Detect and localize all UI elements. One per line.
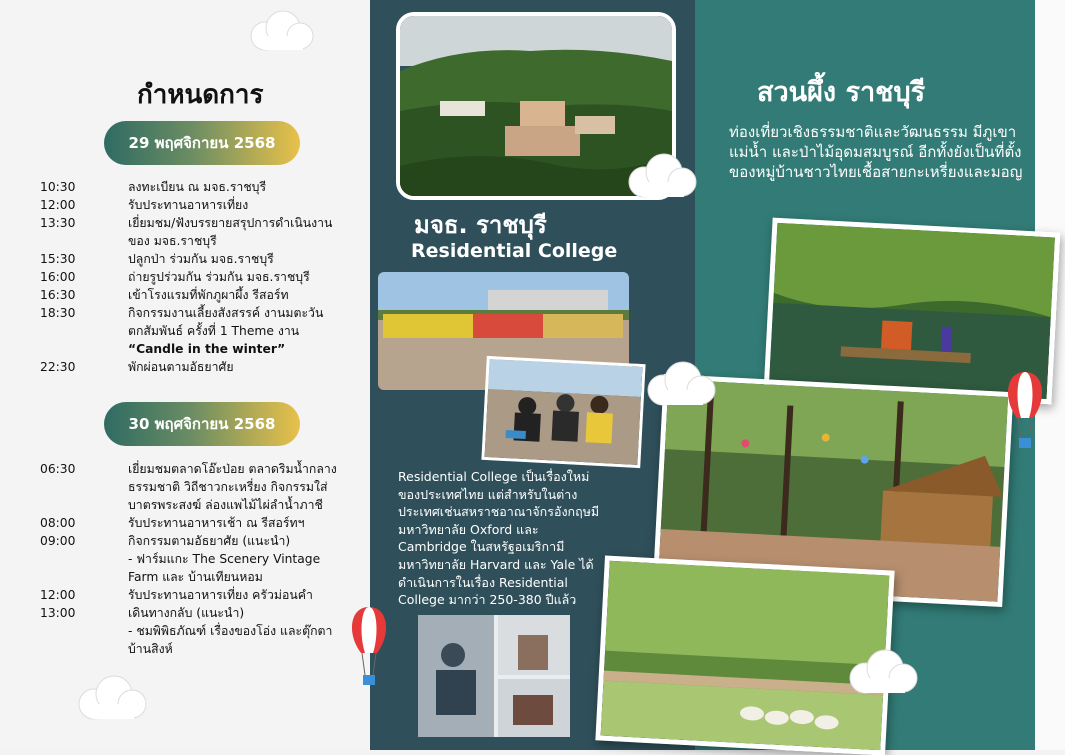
cloud-icon bbox=[74, 674, 150, 722]
schedule-title: กำหนดการ bbox=[137, 80, 264, 110]
schedule-row bbox=[40, 178, 338, 196]
college-description: Residential College เป็นเรื่องใหม่ของประเทศไทย แต่สำหรับในต่างประเทศเช่นสหราชอาณาจักรอังกฤษมี มหาวิทยาลัย Oxford และ Cambridge ในสหรัฐอเมริกามีมหาวิทยาลัย Harvard และ Yale ได้ดำเนินการในเรื่อง Residential College มากว่า 250-380 ปีแล้ว bbox=[398, 469, 600, 608]
schedule-row bbox=[40, 358, 338, 376]
destination-description: ท่องเที่ยวเชิงธรรมชาติและวัฒนธรรม มีภูเขา แม่น้ำ และป่าไม้อุดมสมบูรณ์ อีกทั้งยังเป็นที่ตั้งของหมู่บ้านชาวไทยเชื้อสายกะเหรี่ยงและมอญ bbox=[729, 123, 1023, 181]
hot-air-balloon-icon bbox=[345, 605, 393, 693]
schedule-activity: ลงทะเบียน ณ มจธ.ราชบุรี bbox=[128, 180, 267, 194]
day2-date-badge: 30 พฤศจิกายน 2568 bbox=[104, 402, 300, 446]
schedule-activity: กิจกรรมตามอัธยาศัย (แนะนำ) bbox=[128, 534, 291, 548]
schedule-activity: - ฟาร์มแกะ The Scenery Vintage Farm และ บ้านเทียนหอม bbox=[128, 552, 321, 584]
schedule-row bbox=[40, 460, 338, 514]
day1-date-badge: 29 พฤศจิกายน 2568 bbox=[104, 121, 300, 165]
schedule-time: 06:30 bbox=[40, 462, 76, 476]
schedule-row bbox=[40, 304, 338, 340]
schedule-row bbox=[40, 286, 338, 304]
schedule-activity: รับประทานอาหารเที่ยง ครัวม่อนคำ bbox=[128, 588, 313, 602]
schedule-activity: พักผ่อนตามอัธยาศัย bbox=[128, 360, 234, 374]
schedule-activity: รับประทานอาหารเช้า ณ รีสอร์ทฯ bbox=[128, 516, 305, 530]
schedule-time bbox=[40, 550, 128, 586]
schedule-time: 18:30 bbox=[40, 306, 76, 320]
schedule-row bbox=[40, 268, 338, 286]
schedule-time bbox=[40, 340, 128, 358]
schedule-row bbox=[40, 196, 338, 214]
schedule-activity: กิจกรรมงานเลี้ยงสังสรรค์ งานมตะวันตกสัมพันธ์ ครั้งที่ 1 Theme งาน bbox=[128, 306, 324, 338]
hot-air-balloon-icon bbox=[1001, 370, 1049, 454]
schedule-time: 09:00 bbox=[40, 534, 76, 548]
schedule-time: 08:00 bbox=[40, 516, 76, 530]
college-subtitle: Residential College bbox=[411, 240, 618, 262]
destination-title: สวนผึ้ง ราชบุรี bbox=[757, 77, 926, 108]
schedule-time bbox=[40, 622, 128, 658]
schedule-row bbox=[40, 532, 338, 550]
cloud-icon bbox=[245, 8, 317, 52]
schedule-activity: ปลูกป่า ร่วมกัน มจธ.ราชบุรี bbox=[128, 252, 274, 266]
cloud-icon bbox=[643, 360, 719, 408]
schedule-time: 22:30 bbox=[40, 360, 76, 374]
schedule-activity: เดินทางกลับ (แนะนำ) bbox=[128, 606, 245, 620]
schedule-time: 15:30 bbox=[40, 252, 76, 266]
schedule-time: 12:00 bbox=[40, 198, 76, 212]
day1-schedule-list bbox=[40, 178, 338, 376]
schedule-row bbox=[40, 340, 338, 358]
schedule-time: 10:30 bbox=[40, 180, 76, 194]
schedule-activity: เข้าโรงแรมที่พักภูผาผึ้ง รีสอร์ท bbox=[128, 288, 289, 302]
schedule-time: 12:00 bbox=[40, 588, 76, 602]
schedule-time: 16:30 bbox=[40, 288, 76, 302]
schedule-activity: เยี่ยมชมตลาดโอ๊ะป่อย ตลาดริมน้ำกลางธรรมชาติ วิถีชาวกะเหรี่ยง กิจกรรมใส่บาตรพระสงฆ์ ล่องแพไม้ไผ่ลำน้ำภาชี bbox=[128, 462, 337, 512]
schedule-row bbox=[40, 250, 338, 268]
schedule-row bbox=[40, 550, 338, 586]
schedule-activity: รับประทานอาหารเที่ยง bbox=[128, 198, 249, 212]
schedule-activity: - ชมพิพิธภัณฑ์ เรื่องของโอ่ง และตุ๊กตาบ้านสิงห์ bbox=[128, 624, 333, 656]
schedule-row bbox=[40, 622, 338, 658]
cloud-icon bbox=[624, 152, 700, 200]
schedule-row bbox=[40, 214, 338, 250]
schedule-time: 16:00 bbox=[40, 270, 76, 284]
schedule-time: 13:30 bbox=[40, 216, 76, 230]
schedule-row bbox=[40, 604, 338, 622]
schedule-row bbox=[40, 586, 338, 604]
college-title: มจธ. ราชบุรี bbox=[414, 211, 547, 239]
schedule-time: 13:00 bbox=[40, 606, 76, 620]
workshop-photo-collage bbox=[418, 615, 570, 737]
day2-schedule-list bbox=[40, 460, 338, 658]
schedule-activity: “Candle in the winter” bbox=[128, 342, 286, 356]
seedling-planting-photo bbox=[481, 356, 645, 468]
schedule-activity: ถ่ายรูปร่วมกัน ร่วมกัน มจธ.ราชบุรี bbox=[128, 270, 310, 284]
schedule-row bbox=[40, 514, 338, 532]
cloud-icon bbox=[845, 648, 921, 696]
schedule-activity: เยี่ยมชม/ฟังบรรยายสรุปการดำเนินงาน ของ มจธ.ราชบุรี bbox=[128, 216, 333, 248]
